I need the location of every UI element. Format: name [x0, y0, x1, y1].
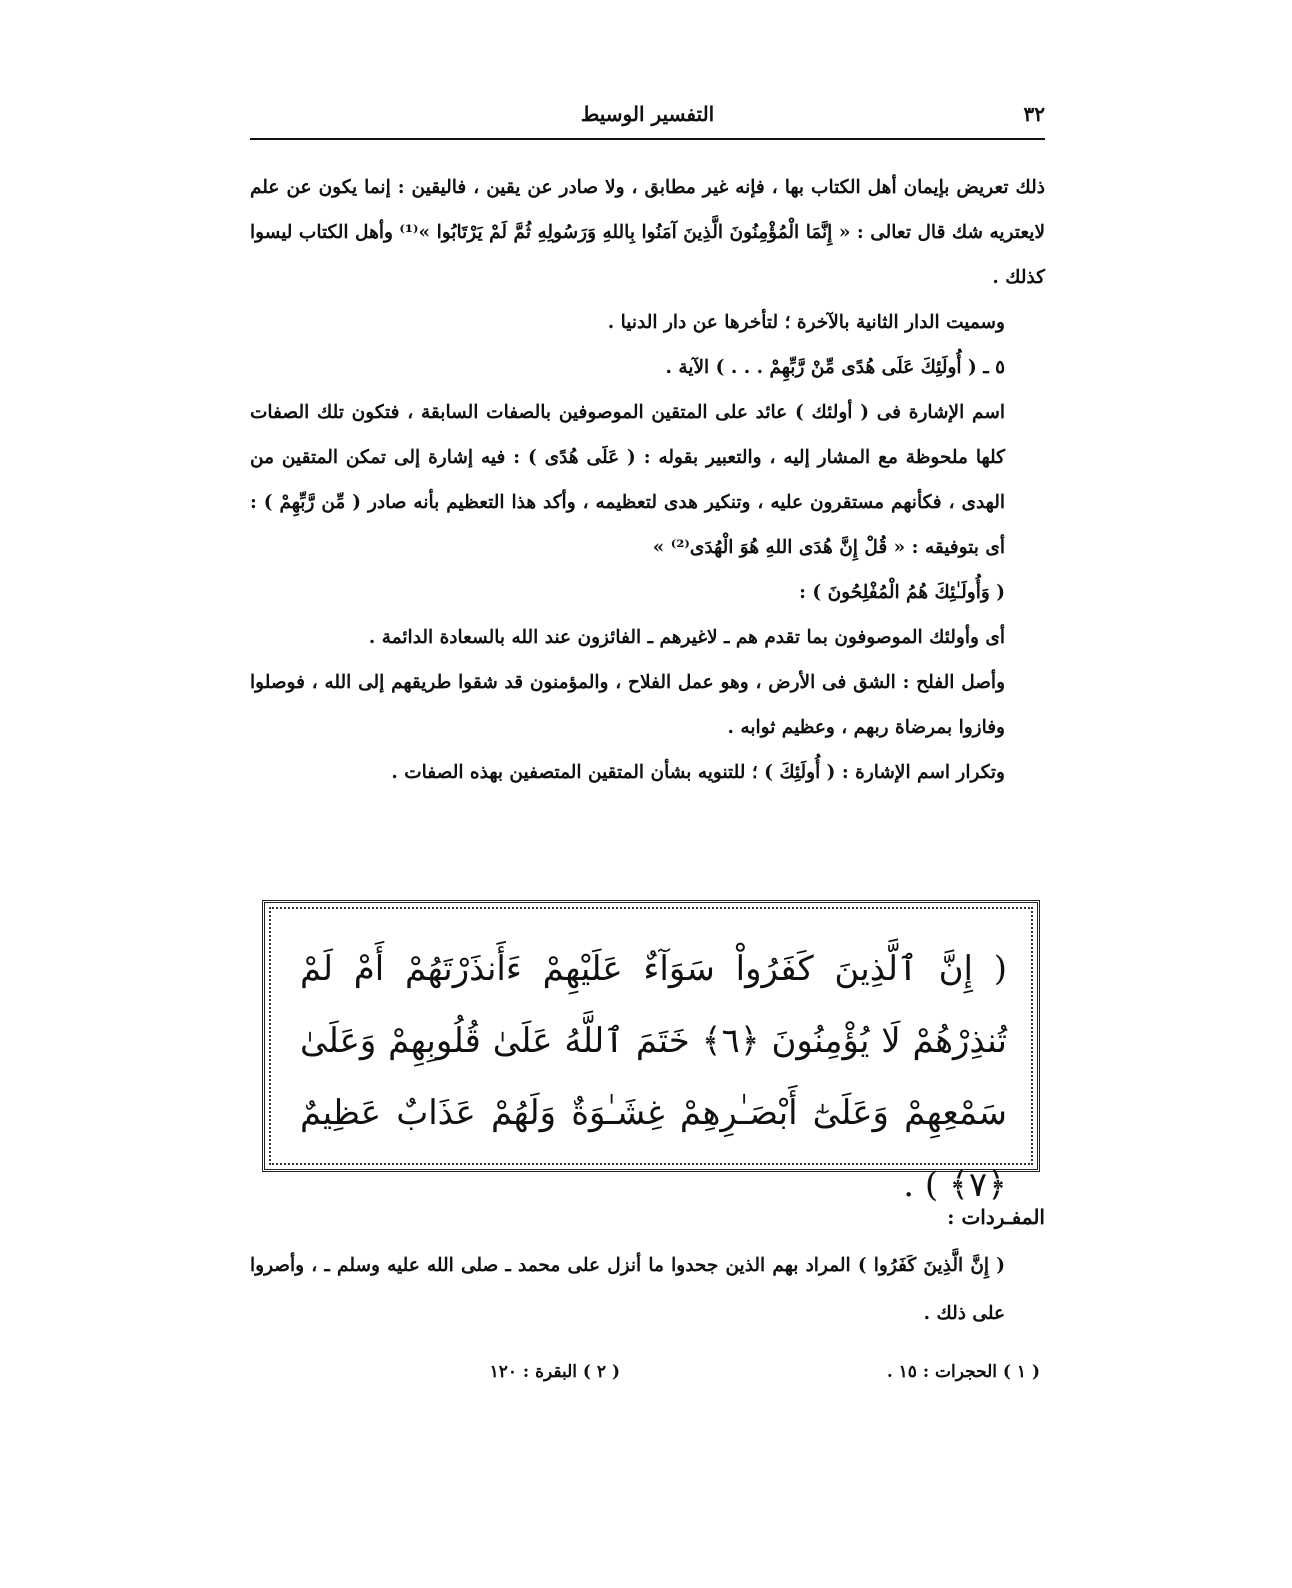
- paragraph: اسم الإشارة فى ( أولئك ) عائد على المتقين الموصوفين بالصفات السابقة ، فتكون تلك الصفات كلها ملحوظة مع المشار إليه ، والتعبير بقوله : ( عَلَى هُدًى ) : فيه إشارة إلى تمكن المتقين من الهدى ، فكأنهم مستقرون عليه ، وتنكير هدى لتعظيمه ، وأكد هذا التعظيم بأنه صادر ( مِّن رَّبِّهِمْ ) : أى بتوفيقه : « قُلْ إِنَّ هُدَى اللهِ هُوَ الْهُدَى⁽²⁾ »: [250, 402, 1005, 558]
- page-number: ٣٢: [1023, 102, 1045, 126]
- footnotes: [400, 1362, 1040, 1392]
- paragraph: ذلك تعريض بإيمان أهل الكتاب بها ، فإنه غير مطابق ، ولا صادر عن يقين ، فاليقين : إنما يكون عن علم لايعتريه شك قال تعالى : « إِنَّمَا الْمُؤْمِنُونَ الَّذِينَ آمَنُوا بِاللهِ وَرَسُولِهِ ثُمَّ لَمْ يَرْتَابُوا »⁽¹⁾ وأهل الكتاب ليسوا كذلك .: [250, 177, 1045, 288]
- page-header: [250, 98, 1045, 140]
- verse-heading: ٥ ـ ( أُولَئِكَ عَلَى هُدًى مِّنْ رَّبِّهِمْ . . . ) الآية .: [665, 357, 1005, 378]
- paragraph: وسميت الدار الثانية بالآخرة ؛ لتأخرها عن دار الدنيا .: [607, 312, 1005, 333]
- verse-fragment: ( وَأُولَـٰئِكَ هُمُ الْمُفْلِحُونَ ) :: [799, 582, 1005, 603]
- paragraph: وتكرار اسم الإشارة : ( أُولَئِكَ ) ؛ للتنويه بشأن المتقين المتصفين بهذه الصفات .: [391, 762, 1005, 783]
- quran-verse-text: ( إِنَّ ٱلَّذِينَ كَفَرُواْ سَوَآءٌ عَلَيْهِمْ ءَأَنذَرْتَهُمْ أَمْ لَمْ تُنذِرْهُمْ لَا يُؤْمِنُونَ ﴿٦﴾ خَتَمَ ٱللَّهُ عَلَىٰ قُلُوبِهِمْ وَعَلَىٰ سَمْعِهِمْ وَعَلَىٰٓ أَبْصَـٰرِهِمْ غِشَـٰوَةٌ وَلَهُمْ عَذَابٌ عَظِيمٌ ﴿٧﴾ ) .: [300, 949, 1007, 1205]
- vocabulary-heading: المفـردات :: [947, 1205, 1045, 1229]
- vocabulary-entry: ( إِنَّ الَّذِينَ كَفَرُوا ) المراد بهم الذين جحدوا ما أنزل على محمد ـ صلى الله عليه وسلم ـ ، وأصروا على ذلك .: [250, 1255, 1005, 1324]
- footnote-1: ( ١ ) الحجرات : ١٥ .: [886, 1362, 1040, 1382]
- footnote-2: ( ٢ ) البقرة : ١٢٠: [489, 1362, 620, 1382]
- paragraph: أى وأولئك الموصوفون بما تقدم هم ـ لاغيرهم ـ الفائزون عند الله بالسعادة الدائمة .: [368, 627, 1005, 648]
- vocabulary-section: [250, 1242, 1045, 1338]
- main-text: [250, 165, 1045, 795]
- paragraph: وأصل الفلح : الشق فى الأرض ، وهو عمل الفلاح ، والمؤمنون قد شقوا طريقهم إلى الله ، فوصلوا وفازوا بمرضاة ربهم ، وعظيم ثوابه .: [250, 672, 1005, 738]
- quran-verse-box: [262, 900, 1040, 1205]
- running-title: التفسير الوسيط: [580, 102, 715, 126]
